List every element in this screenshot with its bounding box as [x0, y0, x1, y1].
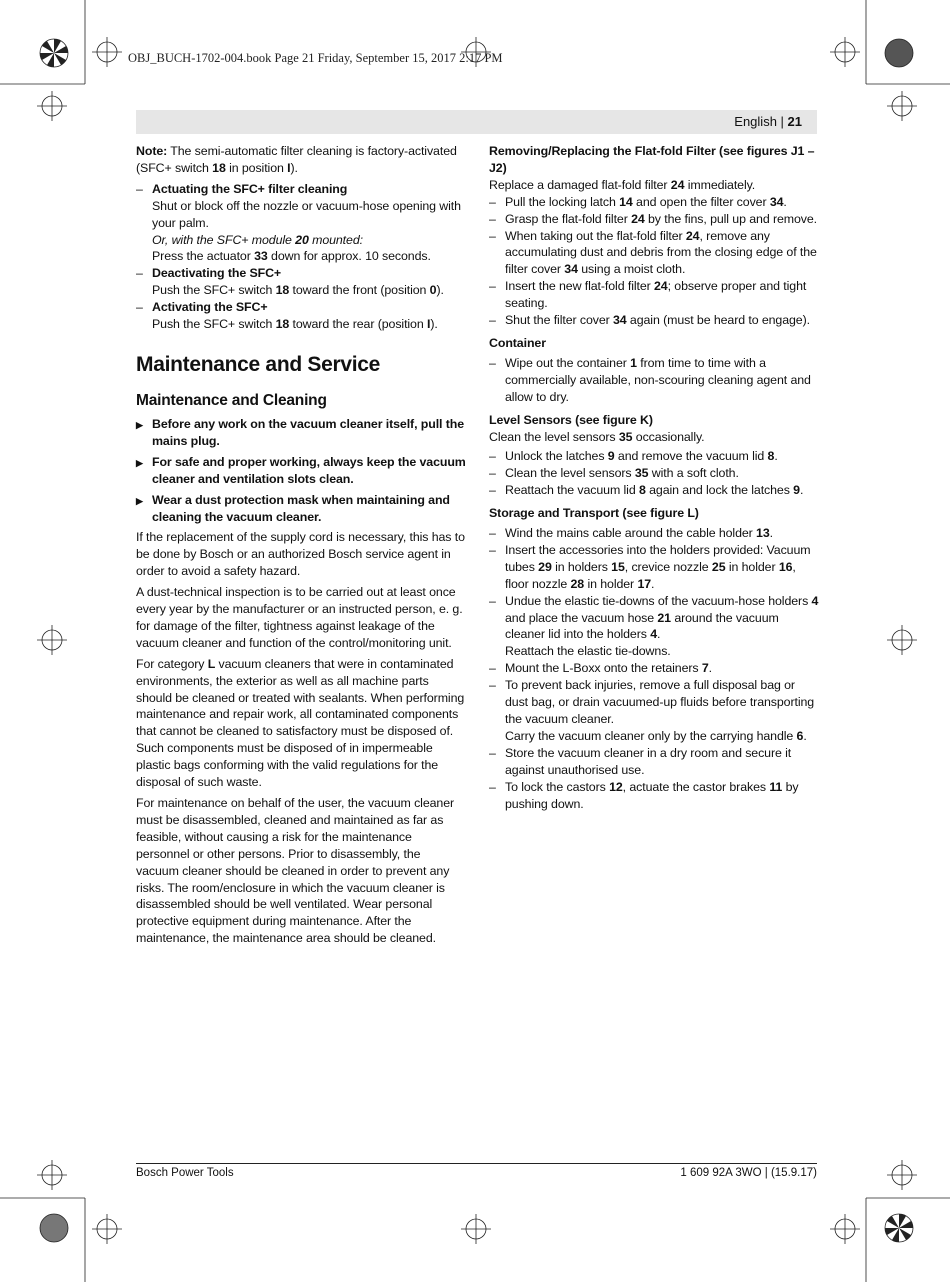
page-header-label: English | 21 [734, 114, 802, 129]
body-paragraph: If the replacement of the supply cord is necessary, this has to be done by Bosch or an authorized Bosch service agent in order to avoid a safety hazard. [136, 530, 465, 579]
note-paragraph: Note: The semi-automatic filter cleaning is factory-activated (SFC+ switch 18 in position I). [136, 144, 457, 175]
page-header-band [136, 110, 817, 134]
list-item: – Mount the L-Boxx onto the retainers 7. [489, 660, 819, 677]
list-item: – Undue the elastic tie-downs of the vacuum-hose holders 4 and place the vacuum hose 21 around the vacuum cleaner lid into the holders 4. Reattach the elastic tie-downs. [489, 593, 819, 661]
list-item: – Wipe out the container 1 from time to time with a commercially available, non-scouring cleaning agent and allow to dry. [489, 355, 819, 406]
crosshair-target-right-top [887, 91, 917, 121]
subsection-title: Maintenance and Cleaning [136, 391, 327, 409]
warning-item: ▶ Wear a dust protection mask when maintaining and cleaning the vacuum cleaner. [136, 492, 466, 526]
level-section-title: Level Sensors (see figure K) [489, 412, 653, 427]
crosshair-target-top-left [92, 37, 122, 67]
crosshair-target-right-bottom [887, 1160, 917, 1190]
footer-brand: Bosch Power Tools [136, 1167, 234, 1179]
list-item: – When taking out the flat-fold filter 24, remove any accumulating dust and debris from the closing edge of the filter cover 34 using a moist cloth. [489, 228, 819, 279]
level-intro: Clean the level sensors 35 occasionally. [489, 429, 705, 444]
list-item: – Wind the mains cable around the cable holder 13. [489, 525, 819, 542]
crosshair-target-right-middle [887, 625, 917, 655]
storage-section-title: Storage and Transport (see figure L) [489, 506, 699, 521]
list-item-deactivating: – Deactivating the SFC+ Push the SFC+ switch 18 toward the front (position 0). [136, 265, 466, 299]
list-item: – Insert the accessories into the holders provided: Vacuum tubes 29 in holders 15, crevice nozzle 25 in holder 16, floor nozzle 28 in holder 17. [489, 542, 819, 593]
crosshair-target-bottom-center [461, 1214, 491, 1244]
left-column [136, 143, 466, 951]
list-item: – Unlock the latches 9 and remove the vacuum lid 8. [489, 448, 819, 465]
list-item-activating: – Activating the SFC+ Push the SFC+ switch 18 toward the rear (position I). [136, 299, 466, 333]
crosshair-target-top-right [830, 37, 860, 67]
filter-section-title: Removing/Replacing the Flat-fold Filter (see figures J1 – J2) [489, 144, 815, 175]
list-item: – Grasp the flat-fold filter 24 by the fins, pull up and remove. [489, 211, 819, 228]
list-item: – Clean the level sensors 35 with a soft cloth. [489, 465, 819, 482]
crosshair-target-left-middle [37, 625, 67, 655]
list-item: – Shut the filter cover 34 again (must be heard to engage). [489, 312, 819, 329]
list-item: – Insert the new flat-fold filter 24; observe proper and tight seating. [489, 278, 819, 312]
body-paragraph: A dust-technical inspection is to be carried out at least once every year by the manufacturer or an instructed person, e. g. for damage of the filter, tightness against leakage of the vacuum cleaner and function of the control/monitoring unit. [136, 585, 463, 650]
body-paragraph: For maintenance on behalf of the user, the vacuum cleaner must be disassembled, cleaned and maintained as far as feasible, without causing a risk for the maintenance personnel or other persons. Prior to disassembly, the vacuum cleaner should be cleaned in order to prevent any risks. The room/enclosure in which the vacuum cleaner is disassembled should be well ventilated. Wear personal protective equipment during maintenance. After the maintenance, the maintenance area should be cleaned. [136, 796, 455, 946]
container-section-title: Container [489, 335, 546, 350]
list-item: – Pull the locking latch 14 and open the filter cover 34. [489, 194, 819, 211]
section-title: Maintenance and Service [136, 352, 381, 376]
right-column [489, 143, 819, 812]
language-label: English [734, 114, 777, 129]
warning-item: ▶ Before any work on the vacuum cleaner itself, pull the mains plug. [136, 416, 466, 450]
crosshair-target-left-bottom [37, 1160, 67, 1190]
star-target-bottom-right [885, 1214, 913, 1242]
crosshair-target-bottom-right [830, 1214, 860, 1244]
list-item: – Store the vacuum cleaner in a dry room and secure it against unauthorised use. [489, 745, 819, 779]
filter-intro: Replace a damaged flat-fold filter 24 immediately. [489, 177, 756, 192]
list-item: – To prevent back injuries, remove a full disposal bag or dust bag, or drain vacuumed-up fluids before transporting the vacuum cleaner. Carry the vacuum cleaner only by the carrying handle 6. [489, 677, 819, 745]
body-paragraph: For category L vacuum cleaners that were in contaminated environments, the exterior as well as all machine parts should be cleaned or treated with sealants. When performing maintenance and repair work, all contaminated components that cannot be cleaned to satisfactory must be disposed of. Such components must be disposed of in impermeable plastic bags conforming with the valid regulations for the disposal of such waste. [136, 656, 465, 790]
warning-item: ▶ For safe and proper working, always keep the vacuum cleaner and ventilation slots clean. [136, 454, 466, 488]
crosshair-target-left-top [37, 91, 67, 121]
star-target-top-left [40, 39, 68, 67]
footer-rule [136, 1163, 817, 1164]
list-item-actuating: – Actuating the SFC+ filter cleaning Shut or block off the nozzle or vacuum-hose opening with your palm. Or, with the SFC+ module 20 mounted: Press the actuator 33 down for approx. 10 seconds. [136, 181, 466, 266]
color-patch-bottom-left [40, 1214, 68, 1242]
list-item: – To lock the castors 12, actuate the castor brakes 11 by pushing down. [489, 779, 819, 813]
color-patch-top-right [885, 39, 913, 67]
print-slug: OBJ_BUCH-1702-004.book Page 21 Friday, September 15, 2017 2:17 PM [128, 51, 503, 65]
page-number: 21 [787, 114, 802, 129]
footer-doc-id: 1 609 92A 3WO | (15.9.17) [680, 1167, 817, 1179]
list-item: – Reattach the vacuum lid 8 again and lock the latches 9. [489, 482, 819, 499]
crosshair-target-bottom-left [92, 1214, 122, 1244]
